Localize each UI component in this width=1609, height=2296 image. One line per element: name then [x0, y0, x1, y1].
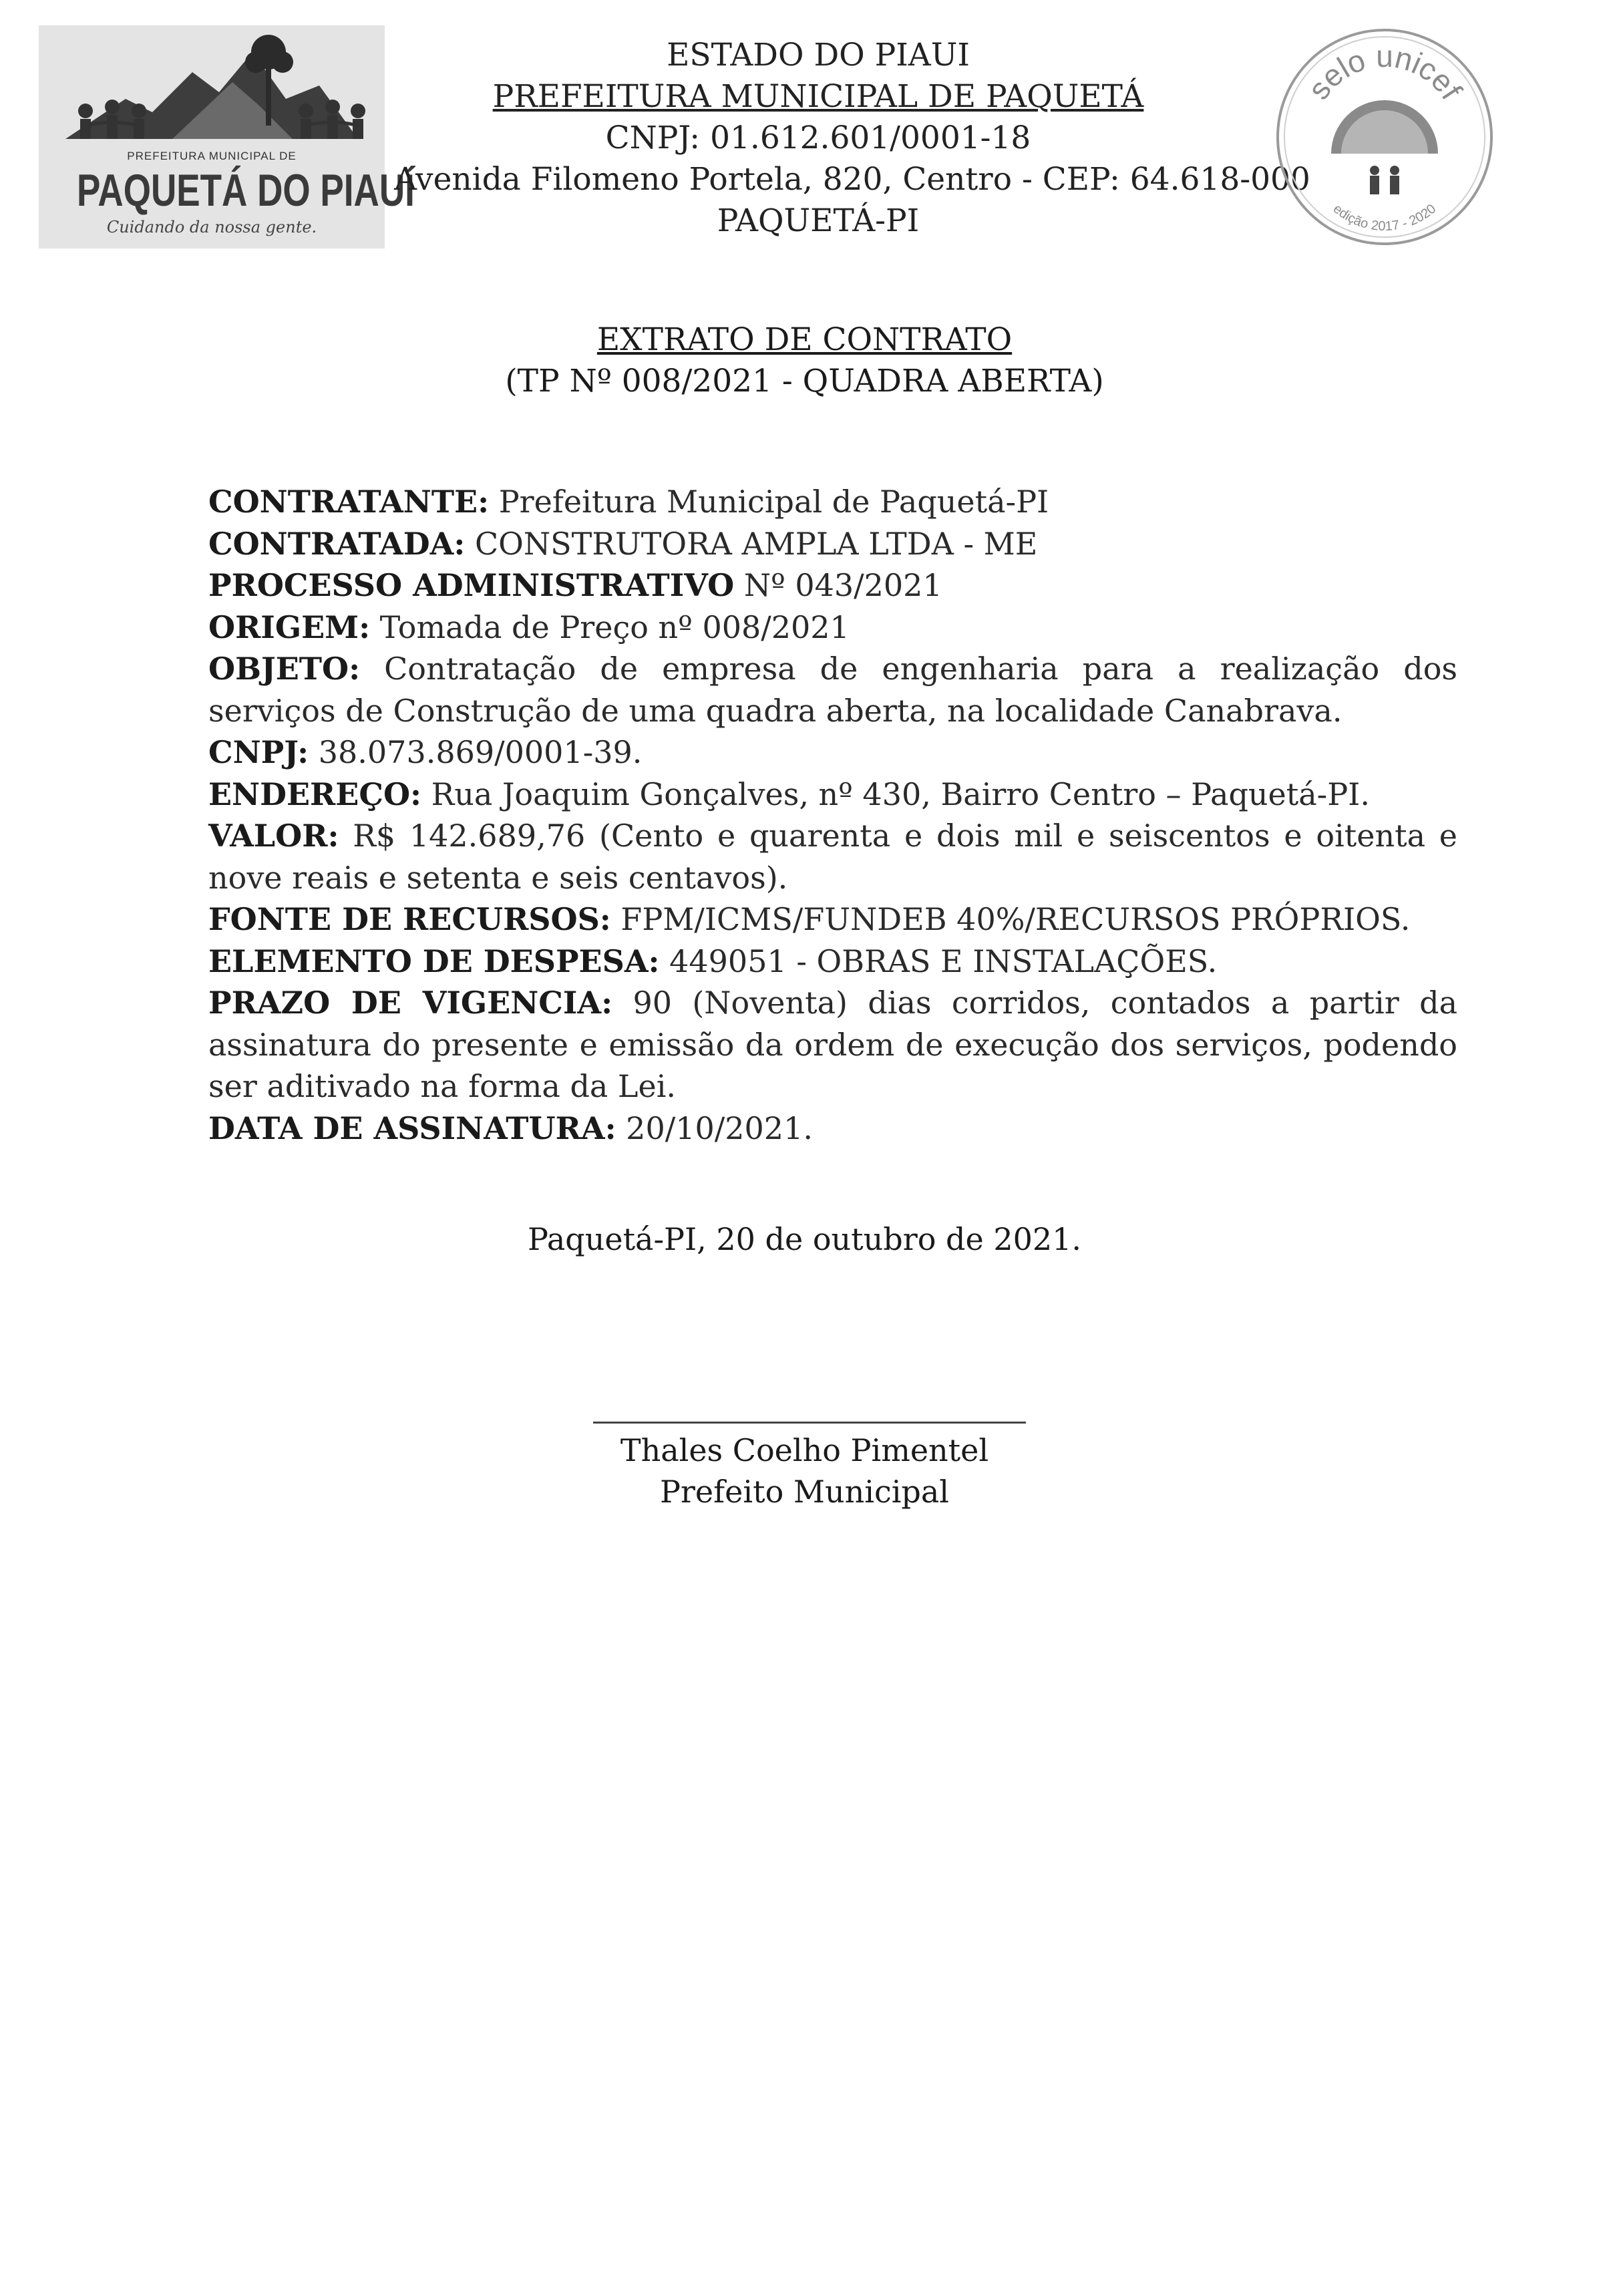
municipality-name: PREFEITURA MUNICIPAL DE PAQUETÁ [492, 78, 1144, 115]
signer-role: Prefeito Municipal [659, 1474, 950, 1510]
contract-fields [208, 481, 1457, 1149]
field-value: Nº 043/2021 [734, 567, 942, 603]
field-value: CONSTRUTORA AMPLA LTDA - ME [465, 525, 1038, 562]
field-label: ORIGEM: [208, 609, 371, 645]
place-date: Paquetá-PI, 20 de outubro de 2021. [527, 1221, 1082, 1257]
field-fonte-recursos [208, 898, 1457, 941]
signer-name: Thales Coelho Pimentel [620, 1432, 989, 1468]
field-value: R$ 142.689,76 (Cento e quarenta e dois mil e seiscentos e oitenta e nove reais e setenta e seis centavos). [208, 818, 1457, 896]
field-label: ENDEREÇO: [208, 776, 422, 812]
seal-bottom-text: edição 2017 - 2020 [1330, 201, 1439, 234]
field-value: 38.073.869/0001-39. [309, 734, 643, 770]
state-name: ESTADO DO PIAUI [667, 37, 970, 73]
field-value: FPM/ICMS/FUNDEB 40%/RECURSOS PRÓPRIOS. [610, 901, 1411, 937]
signature-block [0, 1430, 1609, 1512]
logo-landscape-graphic [39, 25, 385, 152]
signature-line [593, 1422, 1026, 1424]
field-value: Contratação de empresa de engenharia para a realização dos serviços de Construção de uma quadra aberta, na localidade Canabrava. [208, 651, 1457, 729]
field-cnpj [208, 731, 1457, 774]
logo-slogan: Cuidando da nossa gente. [106, 218, 317, 236]
field-label: ELEMENTO DE DESPESA: [208, 943, 660, 979]
field-label: CNPJ: [208, 734, 309, 770]
field-value: 90 (Noventa) dias corridos, contados a partir da assinatura do presente e emissão da ordem de execução dos serviços, podendo ser aditivado na forma da Lei. [208, 985, 1457, 1104]
field-origem [208, 607, 1457, 649]
document-title: EXTRATO DE CONTRATO [596, 321, 1013, 358]
field-value: Tomada de Preço nº 008/2021 [370, 609, 850, 645]
seal-top-text: selo unicef [1300, 39, 1469, 106]
field-label: CONTRATANTE: [208, 484, 490, 520]
municipality-address: Avenida Filomeno Portela, 820, Centro - CEP: 64.618-000 [394, 161, 1310, 198]
field-processo [208, 564, 1457, 607]
field-label: OBJETO: [208, 651, 361, 687]
logo-name: PAQUETÁ DO PIAUÍ [76, 165, 415, 216]
letterhead [394, 35, 1310, 242]
seal-graphic [1268, 20, 1501, 254]
field-label: FONTE DE RECURSOS: [208, 901, 611, 937]
field-endereco [208, 774, 1457, 816]
field-value: 20/10/2021. [616, 1110, 813, 1146]
field-label: CONTRATADA: [208, 525, 466, 562]
field-label: PRAZO DE VIGENCIA: [208, 985, 613, 1021]
field-value: 449051 - OBRAS E INSTALAÇÕES. [659, 943, 1218, 979]
field-contratada [208, 523, 1457, 565]
municipality-cnpj: CNPJ: 01.612.601/0001-18 [605, 120, 1031, 156]
field-elemento-despesa [208, 941, 1457, 983]
field-value: Prefeitura Municipal de Paquetá-PI [489, 484, 1049, 520]
logo-subtitle: PREFEITURA MUNICIPAL DE [127, 150, 297, 162]
field-contratante [208, 481, 1457, 523]
field-objeto [208, 648, 1457, 731]
field-label: PROCESSO ADMINISTRATIVO [208, 567, 735, 603]
municipality-city: PAQUETÁ-PI [717, 202, 920, 239]
field-prazo-vigencia [208, 982, 1457, 1108]
field-label: DATA DE ASSINATURA: [208, 1110, 616, 1146]
document-subtitle: (TP Nº 008/2021 - QUADRA ABERTA) [505, 363, 1104, 399]
field-value: Rua Joaquim Gonçalves, nº 430, Bairro Centro – Paquetá-PI. [421, 776, 1370, 812]
field-valor [208, 815, 1457, 898]
field-label: VALOR: [208, 818, 339, 854]
municipality-logo [39, 25, 415, 249]
unicef-seal [1268, 20, 1501, 254]
document-heading [0, 319, 1609, 402]
field-data-assinatura [208, 1108, 1457, 1150]
